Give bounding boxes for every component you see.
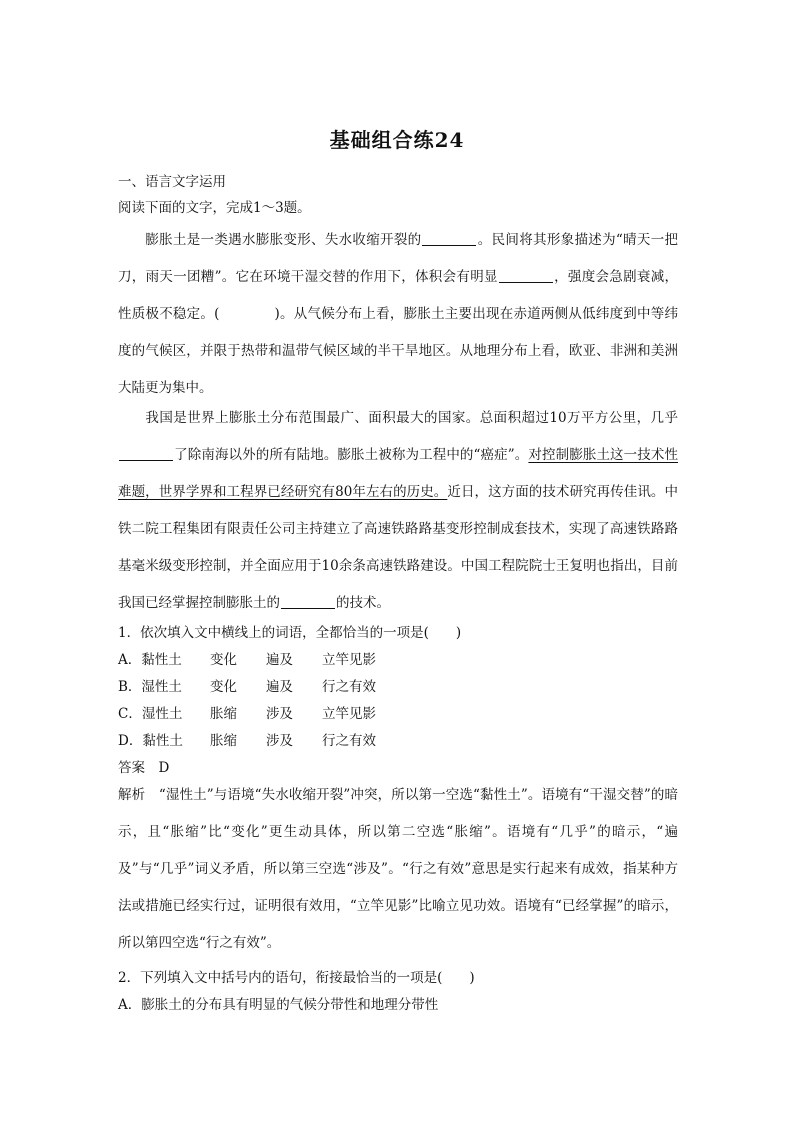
fill-blank-4 — [281, 594, 335, 609]
option-c: C．湿性土 胀缩 涉及 立竿见影 — [118, 706, 376, 722]
section-heading: 一、语言文字运用 — [118, 174, 226, 190]
option-b: B．湿性土 变化 遍及 行之有效 — [118, 679, 376, 695]
answer-line: 答案 D — [118, 760, 170, 776]
analysis-label: 解析 — [118, 787, 146, 803]
fill-blank-1 — [422, 231, 476, 246]
fill-blank-3 — [119, 446, 173, 461]
reading-instruction: 阅读下面的文字，完成1～3题。 — [118, 200, 311, 216]
answer-value: D — [158, 760, 170, 776]
option-a: A．黏性土 变化 遍及 立竿见影 — [118, 652, 376, 668]
question-1-stem: 1．依次填入文中横线上的词语，全都恰当的一项是( ) — [118, 625, 462, 641]
page-title: 基础组合练24 — [329, 128, 465, 152]
passage-paragraph-2: 我国是世界上膨胀土分布范围最广、面积最大的国家。总面积超过10万平方公里，几乎了除南海以外的所有陆地。膨胀土被称为工程中的“癌症”。对控制膨胀土这一技术性难题，世界学界和工程界已经研究有80年左右的历史。近日，这方面的技术研究再传佳讯。中铁二院工程集团有限责任公司主持建立了高速铁路路基变形控制成套技术，实现了高速铁路路基毫米级变形控制，并全面应用于10余条高速铁路建设。中国工程院院士王复明也指出，目前我国已经掌握控制膨胀土的 的技术。 — [118, 410, 678, 611]
underlined-sentence: 对控制膨胀土这一技术性难题，世界学界和工程界已经研究有80年左右的历史。 — [118, 447, 678, 500]
fill-blank-2 — [499, 268, 553, 283]
question-2-stem: 2．下列填入文中括号内的语句，衔接最恰当的一项是( ) — [118, 970, 475, 986]
option-d: D．黏性土 胀缩 涉及 行之有效 — [118, 733, 376, 749]
analysis-paragraph: 解析 “湿性土”与语境“失水收缩开裂”冲突，所以第一空选“黏性土”。语境有“干湿交替”的暗示，且“胀缩”比“变化”更生动具体，所以第二空选“胀缩”。语境有“几乎”的暗示，“遍及”与“几乎”词义矛盾，所以第三空选“涉及”。“行之有效”意思是实行起来有成效，指某种方法或措施已经实行过，证明很有效用，“立竿见影”比喻立见功效。语境有“已经掌握”的暗示，所以第四空选“行之有效”。 — [118, 787, 679, 951]
passage-paragraph-1: 膨胀土是一类遇水膨胀变形、失水收缩开裂的 。民间将其形象描述为“晴天一把刀，雨天一团糟”。它在环境干湿交替的作用下，体积会有明显 ，强度会急剧衰减，性质极不稳定。( )。从气候分布上看，膨胀土主要出现在赤道两侧从低纬度到中等纬度的气候区，并限于热带和温带气候区域的半干旱地区。从地理分布上看，欧亚、非洲和美洲大陆更为集中。 — [118, 232, 679, 396]
question-2-option-a: A．膨胀土的分布具有明显的气候分带性和地理分带性 — [118, 997, 439, 1013]
